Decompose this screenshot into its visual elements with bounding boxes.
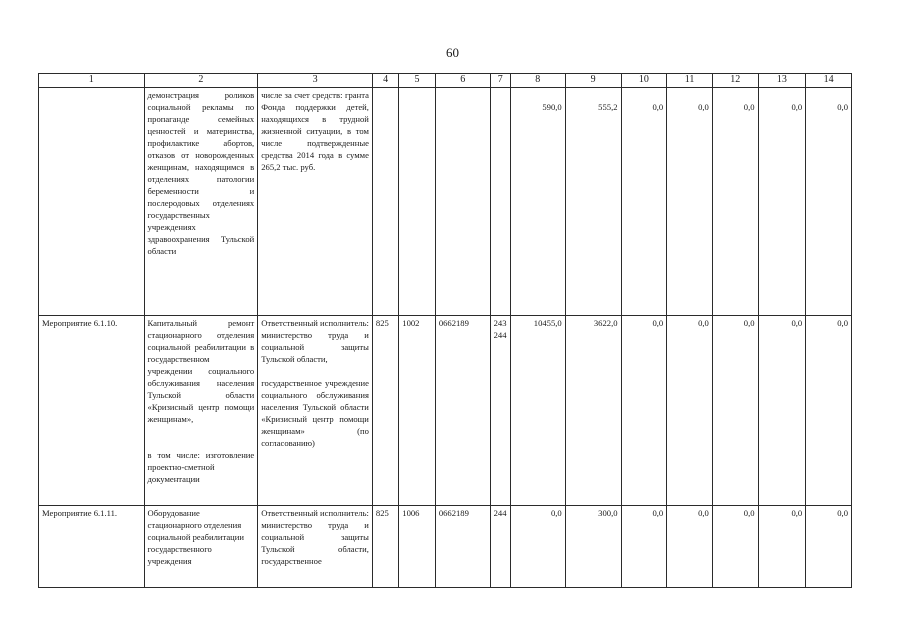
table-row — [39, 88, 852, 316]
table-row — [39, 316, 852, 506]
amount-cell: 3622,0 — [565, 316, 621, 506]
amount-cell: 590,0 — [510, 88, 565, 316]
header-cell: 8 — [510, 74, 565, 88]
event-description-sub: в том числе: изготовление проектно-сметной документации — [147, 450, 255, 484]
amount-cell: 0,0 — [806, 316, 852, 506]
event-description-cell — [144, 316, 258, 506]
table-row — [39, 506, 852, 588]
header-cell: 12 — [712, 74, 758, 88]
event-name-cell: Мероприятие 6.1.11. — [39, 506, 145, 588]
amount-cell: 555,2 — [565, 88, 621, 316]
header-cell: 10 — [621, 74, 667, 88]
code-cell — [435, 88, 490, 316]
amount-cell: 0,0 — [758, 506, 806, 588]
header-cell: 14 — [806, 74, 852, 88]
code-cell: 0662189 — [435, 316, 490, 506]
event-description-cell: демонстрация роликов социальной рекламы по пропаганде семейных ценностей и материнства, профилактике абортов, отказов от новорожденных женщинам, находящимся в отделениях патологии беременности и послеродовых отделениях государственных учреждениях здравоохранения Тульской области — [144, 88, 258, 316]
event-name-cell — [39, 88, 145, 316]
amount-cell: 10455,0 — [510, 316, 565, 506]
header-cell: 13 — [758, 74, 806, 88]
amount-cell: 0,0 — [712, 506, 758, 588]
amount-cell: 0,0 — [667, 506, 713, 588]
amount-cell: 0,0 — [758, 88, 806, 316]
amount-cell: 0,0 — [667, 316, 713, 506]
amount-cell: 300,0 — [565, 506, 621, 588]
event-name-cell: Мероприятие 6.1.10. — [39, 316, 145, 506]
amount-cell: 0,0 — [712, 316, 758, 506]
amount-cell: 0,0 — [667, 88, 713, 316]
code-cell: 244 — [490, 506, 510, 588]
amount-cell: 0,0 — [712, 88, 758, 316]
amount-cell: 0,0 — [758, 316, 806, 506]
amount-cell: 0,0 — [621, 316, 667, 506]
amount-cell: 0,0 — [806, 88, 852, 316]
code-cell: 1002 — [399, 316, 436, 506]
code-cell: 1006 — [399, 506, 436, 588]
code-cell: 0662189 — [435, 506, 490, 588]
budget-table — [38, 73, 852, 588]
executor-cell: числе за счет средств: гранта Фонда поддержки детей, находящихся в трудной жизненной ситуации, в том числе подтвержденные средства 2014 года в сумме 265,2 тыс. руб. — [258, 88, 373, 316]
header-row — [39, 74, 852, 88]
amount-cell: 0,0 — [806, 506, 852, 588]
executor-cell: Ответственный исполнитель: министерство труда и социальной защиты Тульской области, государственное — [258, 506, 373, 588]
code-cell — [399, 88, 436, 316]
header-cell: 4 — [372, 74, 398, 88]
amount-cell: 0,0 — [621, 88, 667, 316]
header-cell: 2 — [144, 74, 258, 88]
header-cell: 1 — [39, 74, 145, 88]
amount-cell: 0,0 — [621, 506, 667, 588]
code-cell: 243 244 — [490, 316, 510, 506]
event-description-cell: Оборудование стационарного отделения социальной реабилитации государственного учреждения — [144, 506, 258, 588]
header-cell: 9 — [565, 74, 621, 88]
code-cell: 825 — [372, 316, 398, 506]
page-number: 60 — [446, 45, 459, 60]
header-cell: 3 — [258, 74, 373, 88]
executor-cell — [258, 316, 373, 506]
header-cell: 11 — [667, 74, 713, 88]
header-cell: 7 — [490, 74, 510, 88]
code-cell — [490, 88, 510, 316]
header-cell: 5 — [399, 74, 436, 88]
executor-co: государственное учреждение социального обслуживания населения Тульской области «Кризисный центр помощи женщинам» (по согласованию) — [261, 378, 369, 448]
header-cell: 6 — [435, 74, 490, 88]
code-cell — [372, 88, 398, 316]
event-description-main: Капитальный ремонт стационарного отделения социальной реабилитации в государственном учреждении социального обслуживания населения Тульской области «Кризисный центр помощи женщинам», — [147, 318, 255, 424]
amount-cell: 0,0 — [510, 506, 565, 588]
executor-main: Ответственный исполнитель: министерство труда и социальной защиты Тульской области, — [261, 318, 369, 364]
code-cell: 825 — [372, 506, 398, 588]
